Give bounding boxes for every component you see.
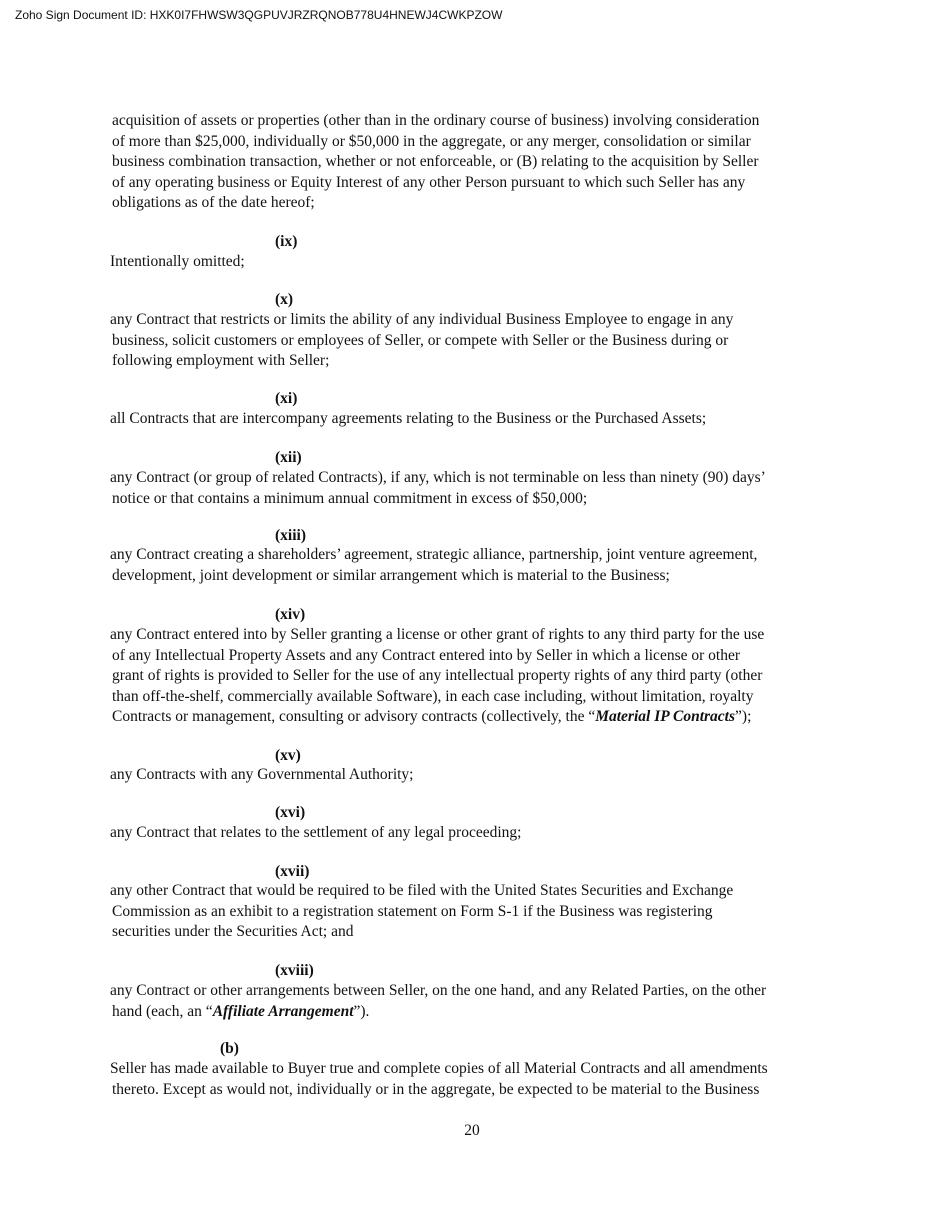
clause-xvi-text bbox=[112, 823, 832, 844]
text-line: any Contract entered into by Seller granting a license or other grant of rights to any third party for the use bbox=[110, 626, 765, 643]
clause-number-xiii: (xiii) bbox=[275, 527, 306, 544]
text-line: any Contract (or group of related Contracts), if any, which is not terminable on less than ninety (90) days’ bbox=[110, 469, 766, 486]
page-number: 20 bbox=[464, 1122, 480, 1139]
section-number-b: (b) bbox=[220, 1040, 239, 1057]
clause-xiii-text bbox=[112, 545, 832, 586]
section-b-text bbox=[112, 1059, 832, 1100]
clause-xv-text bbox=[112, 765, 832, 786]
text-line: development, joint development or similar arrangement which is material to the Business; bbox=[112, 566, 670, 584]
clause-xvii-text bbox=[112, 881, 832, 943]
clause-number-x: (x) bbox=[275, 291, 294, 308]
text-line: any Contract that restricts or limits the ability of any individual Business Employee to engage in any bbox=[110, 311, 734, 328]
text-line: of more than $25,000, individually or $50,000 in the aggregate, or any merger, consolidation or similar bbox=[112, 132, 751, 150]
text-line: Seller has made available to Buyer true and complete copies of all Material Contracts and all amendments bbox=[110, 1060, 768, 1077]
intro-paragraph bbox=[112, 111, 832, 214]
text-line bbox=[112, 1002, 832, 1023]
clause-xviii-text bbox=[112, 981, 832, 1022]
clause-xi-text bbox=[112, 409, 832, 430]
text-line: following employment with Seller; bbox=[112, 352, 330, 370]
clause-ix-text bbox=[112, 252, 832, 273]
text-line: any Contracts with any Governmental Authority; bbox=[110, 766, 414, 783]
text-line: Commission as an exhibit to a registration statement on Form S-1 if the Business was registering bbox=[112, 902, 713, 920]
defined-term: Material IP Contracts bbox=[595, 708, 736, 726]
text-line: obligations as of the date hereof; bbox=[112, 194, 315, 212]
text-line: any other Contract that would be required to be filed with the United States Securities and Exchange bbox=[110, 882, 734, 899]
clause-number-xviii: (xviii) bbox=[275, 962, 314, 979]
clause-xii-text bbox=[112, 468, 832, 509]
line-prefix: hand (each, an “ bbox=[112, 1002, 213, 1020]
line-prefix: Contracts or management, consulting or advisory contracts (collectively, the “ bbox=[112, 708, 596, 726]
clause-number-ix: (ix) bbox=[275, 233, 298, 250]
line-suffix: ”). bbox=[353, 1002, 370, 1020]
clause-number-xii: (xii) bbox=[275, 449, 302, 466]
text-line: of any Intellectual Property Assets and any Contract entered into by Seller in which a license or other bbox=[112, 646, 740, 664]
text-line: business, solicit customers or employees of Seller, or compete with Seller or the Business during or bbox=[112, 331, 729, 349]
text-line: grant of rights is provided to Seller for the use of any intellectual property rights of any third party (other bbox=[112, 667, 763, 685]
text-line: notice or that contains a minimum annual commitment in excess of $50,000; bbox=[112, 489, 588, 507]
defined-term: Affiliate Arrangement bbox=[212, 1002, 354, 1020]
text-line: thereto. Except as would not, individually or in the aggregate, be expected to be material to the Business bbox=[112, 1080, 760, 1098]
text-line: business combination transaction, whether or not enforceable, or (B) relating to the acquisition by Seller bbox=[112, 153, 759, 171]
text-line: acquisition of assets or properties (other than in the ordinary course of business) involving consideration bbox=[112, 112, 760, 129]
text-line: Intentionally omitted; bbox=[110, 253, 245, 270]
clause-number-xvii: (xvii) bbox=[275, 863, 310, 880]
text-line: securities under the Securities Act; and bbox=[112, 923, 354, 941]
clause-number-xv: (xv) bbox=[275, 747, 301, 764]
text-line: all Contracts that are intercompany agreements relating to the Business or the Purchased Assets; bbox=[110, 410, 707, 427]
document-id-header: Zoho Sign Document ID: HXK0I7FHWSW3QGPUVJRZRQNOB778U4HNEWJ4CWKPZOW bbox=[15, 8, 503, 22]
clause-number-xiv: (xiv) bbox=[275, 606, 306, 623]
text-line: of any operating business or Equity Interest of any other Person pursuant to which such Seller has any bbox=[112, 173, 746, 191]
clause-x-text bbox=[112, 310, 832, 372]
clause-number-xi: (xi) bbox=[275, 390, 298, 407]
text-line: than off-the-shelf, commercially available Software), in each case including, without limitation, royalty bbox=[112, 687, 754, 705]
line-suffix: ”); bbox=[735, 708, 752, 726]
text-line: any Contract or other arrangements between Seller, on the one hand, and any Related Parties, on the other bbox=[110, 982, 767, 999]
text-line: any Contract that relates to the settlement of any legal proceeding; bbox=[110, 824, 522, 841]
clause-number-xvi: (xvi) bbox=[275, 804, 306, 821]
text-line bbox=[112, 707, 832, 728]
clause-xiv-text bbox=[112, 625, 832, 728]
text-line: any Contract creating a shareholders’ agreement, strategic alliance, partnership, joint venture agreement, bbox=[110, 546, 758, 563]
